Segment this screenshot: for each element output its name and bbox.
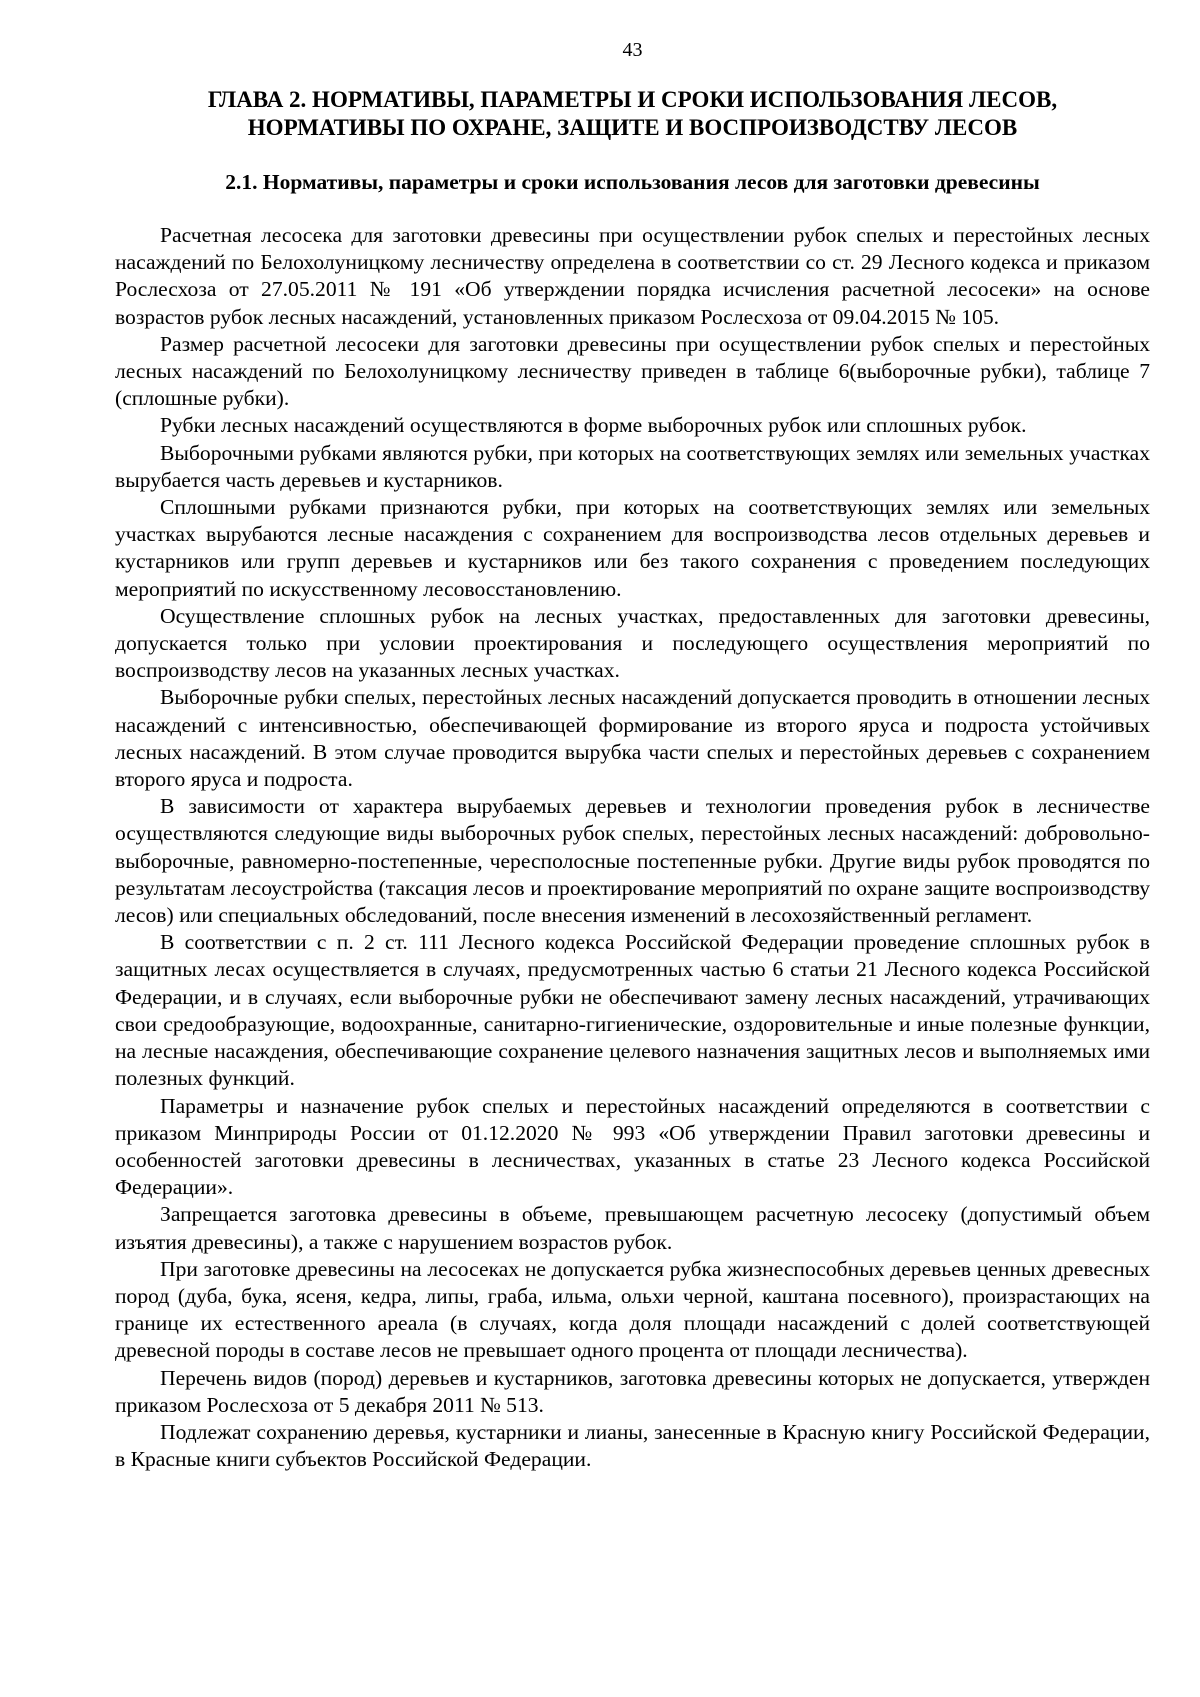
section-title: 2.1. Нормативы, параметры и сроки использования лесов для заготовки древесины xyxy=(225,170,1040,194)
paragraph: Сплошными рубками признаются рубки, при которых на соответствующих землях или земельных участках вырубаются лесные насаждения с сохранением для воспроизводства лесов отдельных деревьев и кустарников или групп деревьев и кустарников или без такого сохранения с проведением последующих мероприятий по искусственному лесовосстановлению. xyxy=(115,495,1150,601)
paragraph: При заготовке древесины на лесосеках не допускается рубка жизнеспособных деревьев ценных древесных пород (дуба, бука, ясеня, кедра, липы, граба, ильма, ольхи черной, каштана посевного), произрастающих на границе их естественного ареала (в случаях, когда доля площади насаждений с долей соответствующей древесной породы в составе лесов не превышает одного процента от площади лесничества). xyxy=(115,1256,1150,1363)
page-number: 43 xyxy=(622,39,643,61)
paragraph: В соответствии с п. 2 ст. 111 Лесного кодекса Российской Федерации проведение сплошных рубок в защитных лесах осуществляется в случаях, предусмотренных частью 6 статьи 21 Лесного кодекса Российской Федерации, и в случаях, если выборочные рубки не обеспечивают замену лесных насаждений, утрачивающих свои средообразующие, водоохранные, санитарно-гигиенические, оздоровительные и иные полезные функции, на лесные насаждения, обеспечивающие сохранение целевого назначения защитных лесов и выполняемых ими полезных функций. xyxy=(115,930,1150,1091)
paragraph: Запрещается заготовка древесины в объеме, превышающем расчетную лесосеку (допустимый объем изъятия древесины), а также с нарушением возрастов рубок. xyxy=(115,1202,1150,1254)
paragraph: Выборочными рубками являются рубки, при которых на соответствующих землях или земельных участках вырубается часть деревьев и кустарников. xyxy=(115,440,1150,492)
chapter-title xyxy=(115,86,1150,142)
paragraph: Перечень видов (пород) деревьев и кустарников, заготовка древесины которых не допускается, утвержден приказом Рослесхоза от 5 декабря 2011 № 513. xyxy=(115,1365,1150,1417)
paragraph: Параметры и назначение рубок спелых и перестойных насаждений определяются в соответствии с приказом Минприроды России от 01.12.2020 № 993 «Об утверждении Правил заготовки древесины и особенностей заготовки древесины в лесничествах, указанных в статье 23 Лесного кодекса Российской Федерации». xyxy=(115,1093,1150,1200)
chapter-title-line-1: ГЛАВА 2. НОРМАТИВЫ, ПАРАМЕТРЫ И СРОКИ ИСПОЛЬЗОВАНИЯ ЛЕСОВ, xyxy=(207,87,1058,112)
paragraph: Рубки лесных насаждений осуществляются в форме выборочных рубок или сплошных рубок. xyxy=(160,413,1027,438)
paragraph: Выборочные рубки спелых, перестойных лесных насаждений допускается проводить в отношении лесных насаждений с интенсивностью, обеспечивающей формирование из второго яруса и подроста устойчивых лесных насаждений. В этом случае проводится вырубка части спелых и перестойных деревьев с сохранением второго яруса и подроста. xyxy=(115,685,1150,792)
body-text xyxy=(115,222,1150,1473)
paragraph: Осуществление сплошных рубок на лесных участках, предоставленных для заготовки древесины, допускается только при условии проектирования и последующего осуществления мероприятий по воспроизводству лесов на указанных лесных участках. xyxy=(115,603,1150,683)
paragraph: Расчетная лесосека для заготовки древесины при осуществлении рубок спелых и перестойных лесных насаждений по Белохолуницкому лесничеству определена в соответствии со ст. 29 Лесного кодекса и приказом Рослесхоза от 27.05.2011 № 191 «Об утверждении порядка исчисления расчетной лесосеки» на основе возрастов рубок лесных насаждений, установленных приказом Рослесхоза от 09.04.2015 № 105. xyxy=(115,223,1150,329)
paragraph: Подлежат сохранению деревья, кустарники и лианы, занесенные в Красную книгу Российской Федерации, в Красные книги субъектов Российской Федерации. xyxy=(115,1419,1150,1472)
paragraph: Размер расчетной лесосеки для заготовки древесины при осуществлении рубок спелых и перестойных лесных насаждений по Белохолуницкому лесничеству приведен в таблице 6(выборочные рубки), таблице 7 (сплошные рубки). xyxy=(115,331,1150,411)
chapter-title-line-2: НОРМАТИВЫ ПО ОХРАНЕ, ЗАЩИТЕ И ВОСПРОИЗВОДСТВУ ЛЕСОВ xyxy=(247,115,1018,140)
paragraph: В зависимости от характера вырубаемых деревьев и технологии проведения рубок в лесничестве осуществляются следующие виды выборочных рубок спелых, перестойных лесных насаждений: добровольно-выборочные, равномерно-постепенные, чересполосные постепенные рубки. Другие виды рубок проводятся по результатам лесоустройства (таксация лесов и проектирование мероприятий по охране защите воспроизводству лесов) или специальных обследований, после внесения изменений в лесохозяйственный регламент. xyxy=(115,794,1150,928)
